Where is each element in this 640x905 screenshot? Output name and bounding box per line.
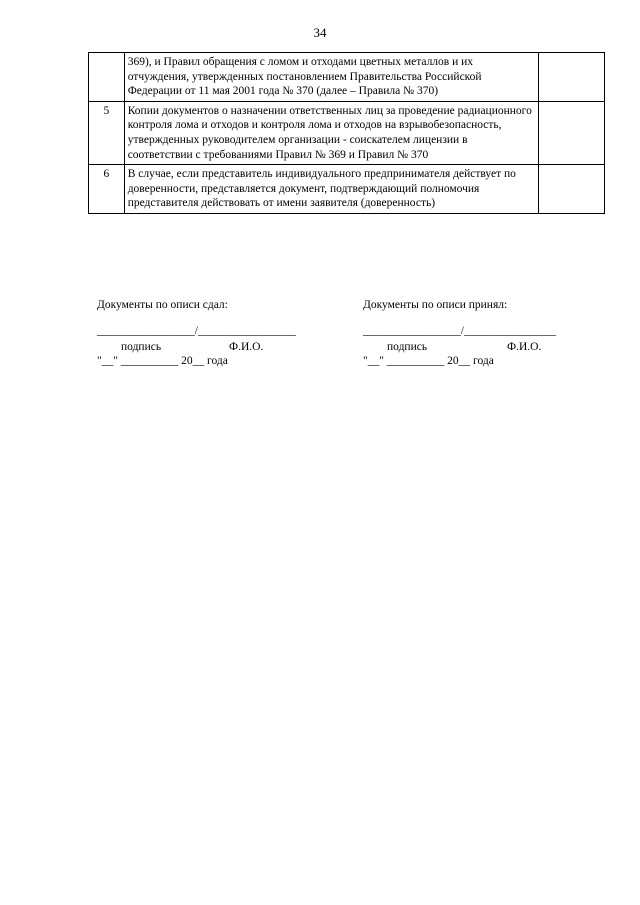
signature-caption: подпись <box>121 341 162 353</box>
row-number <box>89 53 125 102</box>
row-text: В случае, если представитель индивидуального предпринимателя действует по доверенности, представляется документ, подтверждающий полномочия представителя действовать от имени заявителя (доверенность) <box>124 165 538 214</box>
table-row <box>89 165 605 214</box>
page-number: 34 <box>313 25 327 40</box>
date-line: "__" __________ 20__ года <box>97 355 228 367</box>
signature-captions <box>363 340 578 354</box>
signature-line: _________________/_________________ <box>97 325 296 337</box>
handed-over-title: Документы по описи сдал: <box>97 299 228 311</box>
table-row <box>89 101 605 164</box>
date-line: "__" __________ 20__ года <box>363 355 494 367</box>
row-number: 6 <box>89 165 125 214</box>
row-mark <box>538 165 604 214</box>
received-title: Документы по описи принял: <box>363 299 508 311</box>
name-caption: Ф.И.О. <box>229 341 264 353</box>
signature-line: _________________/________________ <box>363 325 556 337</box>
table-row <box>89 53 605 102</box>
row-text: Копии документов о назначении ответственных лиц за проведение радиационного контроля лома и отходов и контроля лома и отходов на взрывобезопасность, утвержденных руководителем организации - соискателем лицензии в соответствии с требованиями Правил № 369 и Правил № 370 <box>124 101 538 164</box>
received-signature-block <box>363 298 578 368</box>
name-caption: Ф.И.О. <box>507 341 542 353</box>
signature-captions <box>97 340 325 354</box>
signature-caption: подпись <box>387 341 428 353</box>
row-number: 5 <box>89 101 125 164</box>
documents-table <box>88 52 605 214</box>
row-mark <box>538 101 604 164</box>
row-text: 369), и Правил обращения с ломом и отходами цветных металлов и их отчуждения, утвержденных постановлением Правительства Российской Федерации от 11 мая 2001 года № 370 (далее – Правила № 370) <box>124 53 538 102</box>
handed-over-signature-block <box>97 298 325 368</box>
row-mark <box>538 53 604 102</box>
